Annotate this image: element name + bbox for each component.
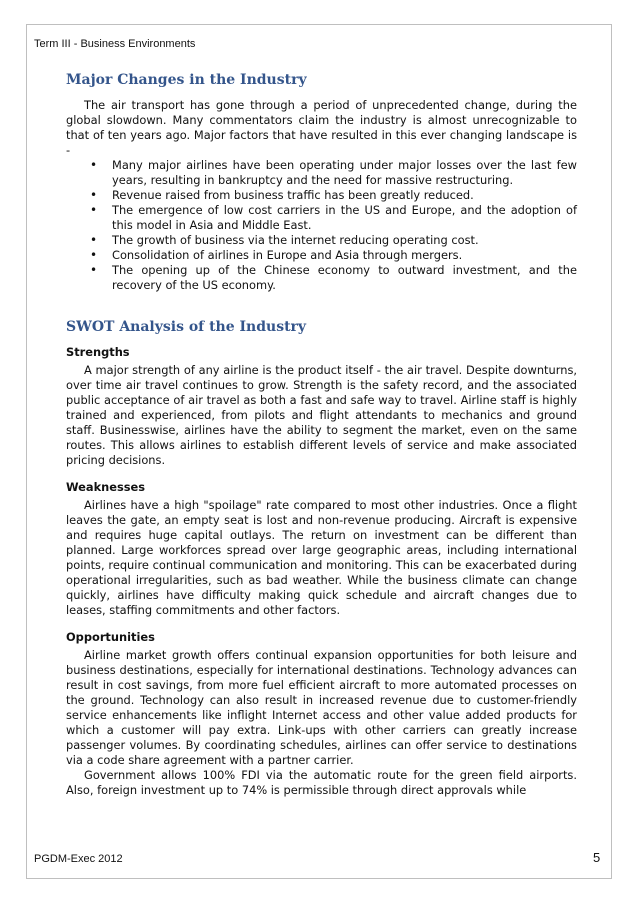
subheading-strengths: Strengths <box>66 345 130 359</box>
major-factors-list <box>66 158 577 293</box>
page-content <box>66 70 577 798</box>
weaknesses-paragraph: Airlines have a high "spoilage" rate compared to most other industries. Once a flight leaves the gate, an empty seat is lost and non-revenue producing. Aircraft is expensive and requires huge capital outlays. The return on investment can be different than planned. Large workforces spread over large geographic areas, including international points, require continual communication and monitoring. This can be exacerbated during operational irregularities, such as bad weather. While the business climate can change quickly, airlines have difficulty making quick schedule and aircraft changes due to leases, staffing commitments and other factors. <box>66 498 577 617</box>
opportunities-paragraph-1: Airline market growth offers continual expansion opportunities for both leisure and business destinations, especially for international destinations. Technology advances can result in cost savings, from more fuel efficient aircraft to more automated processes on the ground. Technology can also result in increased revenue due to customer-friendly service enhancements like inflight Internet access and other value added products for which a customer will pay extra. Link-ups with other carriers can greatly increase passenger volumes. By coordinating schedules, airlines can offer service to destinations via a code share agreement with a partner carrier. <box>66 648 577 767</box>
bullet-icon: • <box>90 158 98 172</box>
bullet-icon: • <box>90 188 98 202</box>
list-item: • Revenue raised from business traffic has been greatly reduced. <box>90 188 474 202</box>
list-item: • The growth of business via the internet reducing operating cost. <box>90 233 479 247</box>
subheading-opportunities: Opportunities <box>66 630 155 644</box>
list-item: • The opening up of the Chinese economy to outward investment, and the recovery of the US economy. <box>90 263 577 292</box>
subheading-weaknesses: Weaknesses <box>66 480 146 494</box>
intro-paragraph: The air transport has gone through a period of unprecedented change, during the global slowdown. Many commentators claim the industry is almost unrecognizable to that of ten years ago. Major factors that have resulted in this ever changing landscape is - <box>66 98 577 157</box>
list-item: • Many major airlines have been operating under major losses over the last few years, resulting in bankruptcy and the need for massive restructuring. <box>90 158 577 187</box>
bullet-icon: • <box>90 203 98 217</box>
running-footer: PGDM-Exec 2012 <box>34 853 123 865</box>
opportunities-paragraph-2: Government allows 100% FDI via the automatic route for the green field airports. Also, foreign investment up to 74% is permissible through direct approvals while <box>66 768 577 797</box>
bullet-icon: • <box>90 263 98 277</box>
bullet-icon: • <box>90 248 98 262</box>
list-item: • Consolidation of airlines in Europe and Asia through mergers. <box>90 248 463 262</box>
strengths-paragraph: A major strength of any airline is the product itself - the air travel. Despite downturns, over time air travel continues to grow. Strength is the safety record, and the associated public acceptance of air travel as both a fast and safe way to travel. Airline staff is highly trained and experienced, from pilots and flight attendants to mechanics and ground staff. Businesswise, airlines have the ability to segment the market, even on the same routes. This allows airlines to establish different levels of service and make associated pricing decisions. <box>66 363 577 467</box>
bullet-icon: • <box>90 233 98 247</box>
running-header: Term III - Business Environments <box>34 38 196 50</box>
list-item: • The emergence of low cost carriers in the US and Europe, and the adoption of this model in Asia and Middle East. <box>90 203 577 232</box>
page-number: 5 <box>593 850 601 865</box>
section-heading-major-changes: Major Changes in the Industry <box>66 72 307 88</box>
section-heading-swot: SWOT Analysis of the Industry <box>66 319 307 335</box>
